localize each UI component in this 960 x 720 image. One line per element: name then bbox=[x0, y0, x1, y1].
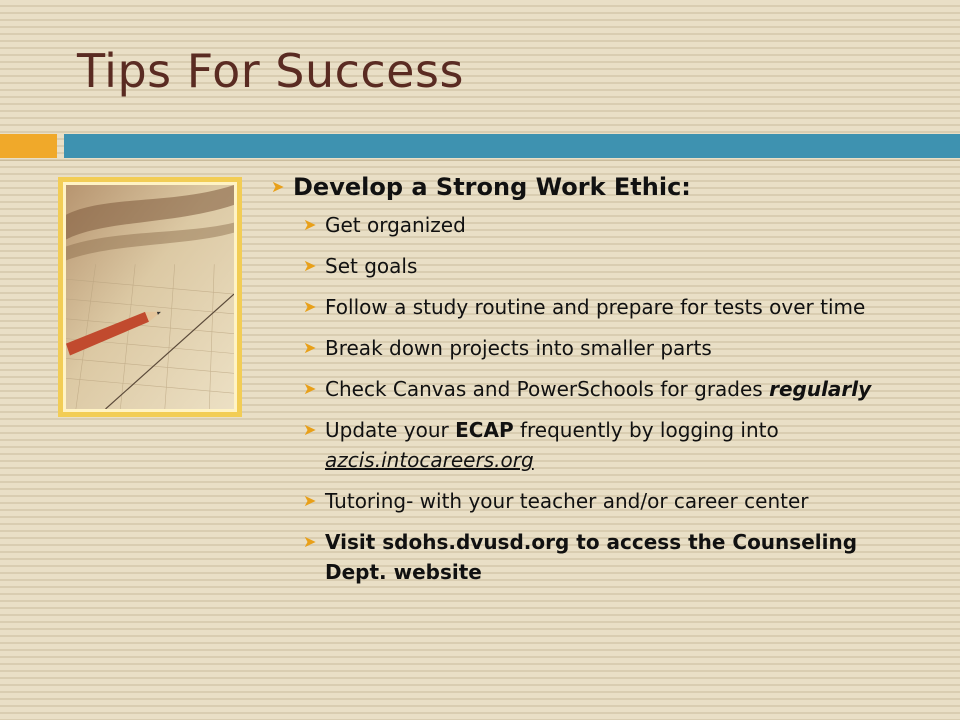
arrow-bullet-icon: ➤ bbox=[271, 177, 285, 196]
arrow-bullet-icon: ➤ bbox=[303, 532, 317, 551]
slide-title: Tips For Success bbox=[77, 44, 464, 98]
list-item: ➤ Break down projects into smaller parts bbox=[263, 333, 923, 363]
bullet-list bbox=[263, 170, 923, 587]
arrow-bullet-icon: ➤ bbox=[303, 215, 317, 234]
accent-bar-teal bbox=[64, 134, 960, 158]
list-item: ➤ Follow a study routine and prepare for tests over time bbox=[263, 292, 923, 322]
list-item: ➤ Tutoring- with your teacher and/or career center bbox=[263, 486, 923, 516]
arrow-bullet-icon: ➤ bbox=[303, 420, 317, 439]
arrow-bullet-icon: ➤ bbox=[303, 256, 317, 275]
arrow-bullet-icon: ➤ bbox=[303, 297, 317, 316]
arrow-bullet-icon: ➤ bbox=[303, 491, 317, 510]
arrow-bullet-icon: ➤ bbox=[303, 379, 317, 398]
list-item: ➤ Visit sdohs.dvusd.org to access the Counseling Dept. website bbox=[263, 527, 923, 587]
divider-line bbox=[0, 160, 960, 161]
accent-bar-orange bbox=[0, 134, 57, 158]
azcis-link[interactable]: azcis.intocareers.org bbox=[325, 448, 534, 472]
list-item: ➤ Set goals bbox=[263, 251, 923, 281]
list-item: ➤ Get organized bbox=[263, 210, 923, 240]
list-heading: ➤ Develop a Strong Work Ethic: bbox=[263, 170, 923, 204]
pencil-paper-photo bbox=[58, 177, 242, 417]
pencil-paper-image bbox=[66, 185, 234, 409]
arrow-bullet-icon: ➤ bbox=[303, 338, 317, 357]
ecap-bold-text: ECAP bbox=[455, 418, 514, 442]
emphasis-text: regularly bbox=[769, 377, 872, 401]
list-item: ➤ Check Canvas and PowerSchools for grades regularly bbox=[263, 374, 923, 404]
list-item: ➤ Update your ECAP frequently by logging into azcis.intocareers.org bbox=[263, 415, 923, 475]
